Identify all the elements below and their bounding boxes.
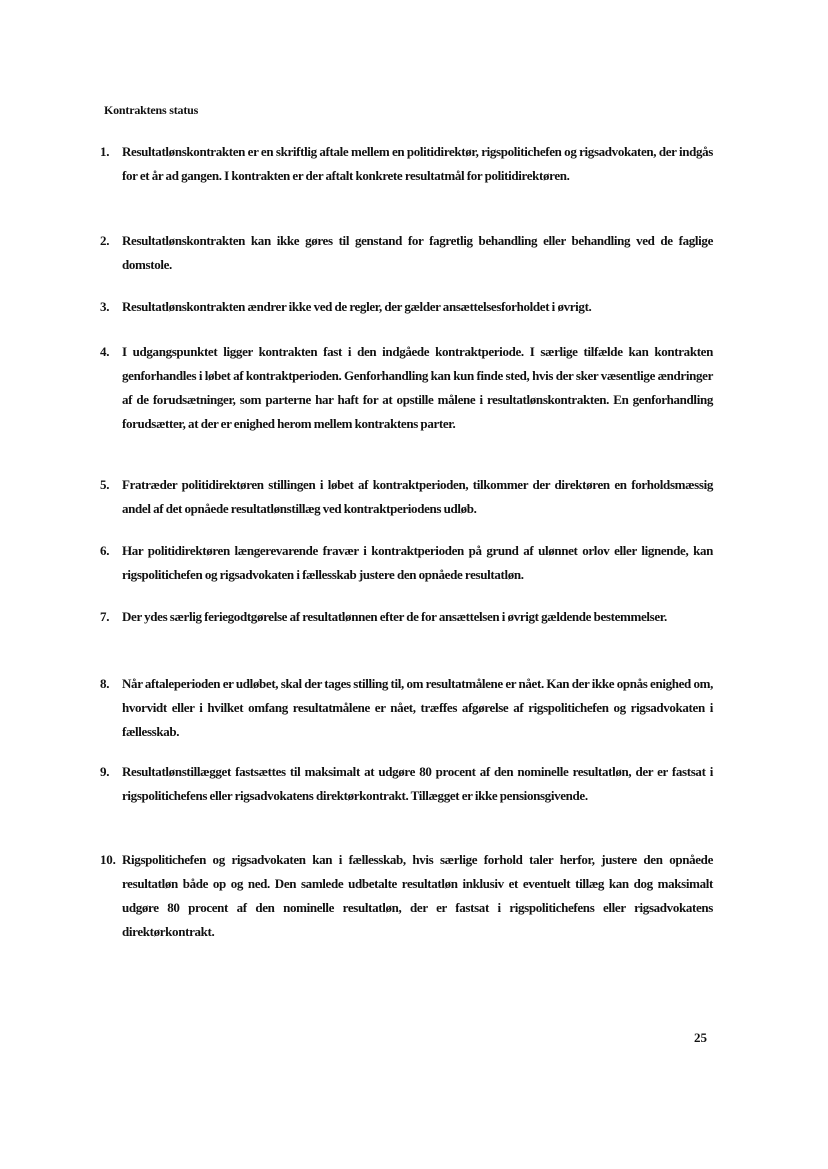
list-item-text: Resultatlønskontrakten er en skriftlig aftale mellem en politidirektør, rigspolitichefen og rigsadvokaten, der indgås for et år ad gangen. I kontrakten er der aftalt konkrete resultatmål for politidirektøren. xyxy=(122,144,713,183)
list-item-text: Rigspolitichefen og rigsadvokaten kan i fællesskab, hvis særlige forhold taler herfor, justere den opnåede resultatløn både op og ned. Den samlede udbetalte resultatløn inklusiv et eventuelt tillæg kan dog maksimalt udgøre 80 procent af den nominelle resultatløn, der er fastsat i rigspolitichefens eller rigsadvokatens direktørkontrakt. xyxy=(122,852,713,939)
list-item-text: Fratræder politidirektøren stillingen i løbet af kontraktperioden, tilkommer der direktøren en forholdsmæssig andel af det opnåede resultatlønstillæg ved kontraktperiodens udløb. xyxy=(122,477,713,516)
list-item-text: I udgangspunktet ligger kontrakten fast i den indgåede kontraktperiode. I særlige tilfælde kan kontrakten genforhandles i løbet af kontraktperioden. Genforhandling kan kun finde sted, hvis der sker væsentlige ændringer af de forudsætninger, som parterne har haft for at opstille målene i resultatlønskontrakten. En genforhandling forudsætter, at der er enighed herom mellem kontraktens parter. xyxy=(122,344,713,431)
list-item-number: 1. xyxy=(100,144,110,159)
section-heading: Kontraktens status xyxy=(104,103,199,117)
list-item-number: 7. xyxy=(100,609,110,624)
list-item-number: 5. xyxy=(100,477,110,492)
page-number: 25 xyxy=(694,1030,707,1045)
list-item-number: 6. xyxy=(100,543,110,558)
list-item-number: 2. xyxy=(100,233,110,248)
list-item-number: 8. xyxy=(100,676,110,691)
list-item-text: Resultatlønskontrakten kan ikke gøres til genstand for fagretlig behandling eller behandling ved de faglige domstole. xyxy=(122,233,713,272)
list-item-text: Resultatlønstillægget fastsættes til maksimalt at udgøre 80 procent af den nominelle resultatløn, der er fastsat i rigspolitichefens eller rigsadvokatens direktørkontrakt. Tillægget er ikke pensionsgivende. xyxy=(122,764,713,803)
list-item-text: Har politidirektøren længerevarende fravær i kontraktperioden på grund af ulønnet orlov eller lignende, kan rigspolitichefen og rigsadvokaten i fællesskab justere den opnåede resultatløn. xyxy=(122,543,713,582)
list-item-number: 9. xyxy=(100,764,110,779)
list-item-number: 3. xyxy=(100,299,110,314)
list-item-number: 10. xyxy=(100,852,116,867)
list-item-text: Når aftaleperioden er udløbet, skal der tages stilling til, om resultatmålene er nået. Kan der ikke opnås enighed om, hvorvidt eller i hvilket omfang resultatmålene er nået, træffes afgørelse af rigspolitichefen og rigsadvokaten i fællesskab. xyxy=(122,676,713,739)
list-item-text: Resultatlønskontrakten ændrer ikke ved de regler, der gælder ansættelsesforholdet i øvrigt. xyxy=(122,299,592,314)
list-item-text: Der ydes særlig feriegodtgørelse af resultatlønnen efter de for ansættelsen i øvrigt gældende bestemmelser. xyxy=(122,609,667,624)
list-item-number: 4. xyxy=(100,344,110,359)
